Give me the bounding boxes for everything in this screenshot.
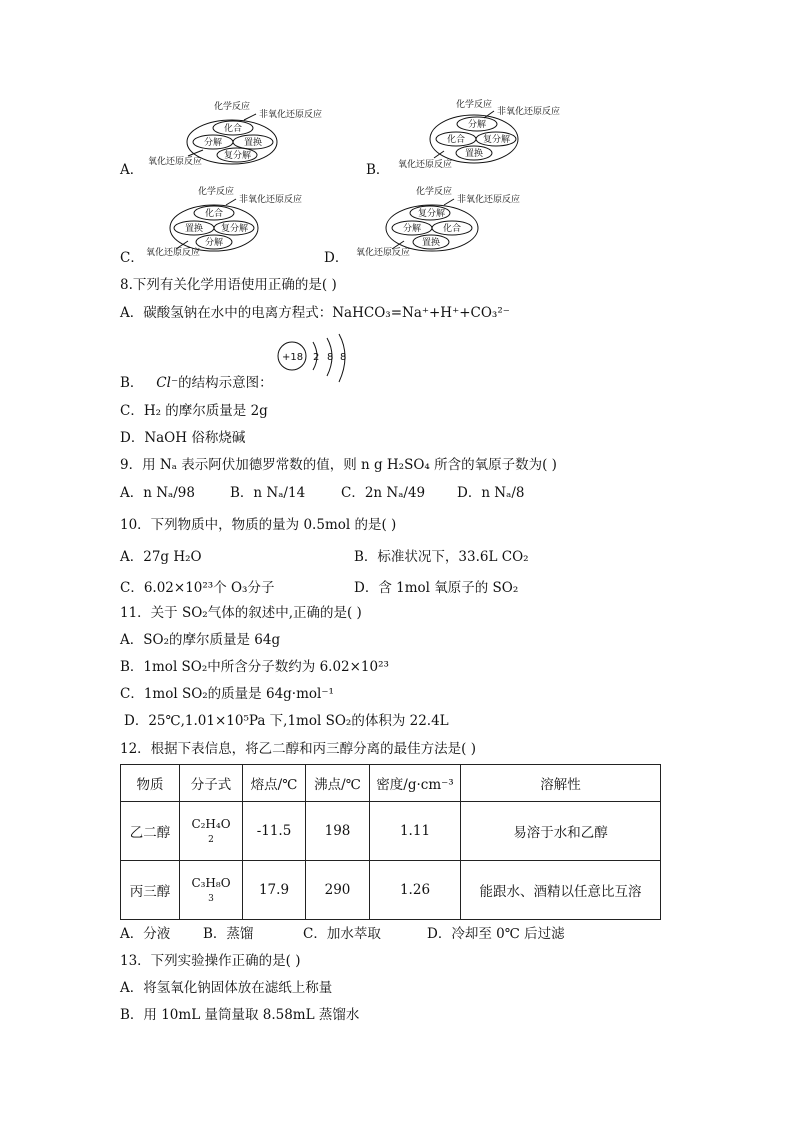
nonredox-label: 非氧化还原反应 [259, 110, 323, 120]
nonredox-label: 非氧化还原反应 [497, 107, 561, 117]
cell-melting-point: 17.9 [243, 861, 306, 920]
properties-table [120, 764, 661, 920]
q8-option-d: D．NaOH 俗称烧碱 [120, 430, 246, 446]
redox-label: 氧化还原反应 [356, 248, 411, 258]
chloride-ion-structure-diagram [275, 332, 355, 384]
q7-option-c-letter: C． [120, 250, 144, 266]
q7-diagram-d [356, 183, 556, 263]
q10-option-d: D．含 1mol 氧原子的 SO₂ [354, 580, 519, 596]
right-label: 复分解 [221, 224, 249, 234]
left-label: 分解 [204, 138, 223, 148]
outer-label: 化学反应 [416, 187, 453, 197]
cell-solubility: 易溶于水和乙醇 [461, 802, 661, 861]
redox-label: 氧化还原反应 [398, 160, 453, 170]
header-melting-point: 熔点/℃ [243, 765, 306, 802]
bottom-label: 置换 [465, 149, 484, 159]
top-label: 分解 [468, 120, 487, 130]
nucleus-label: +18 [282, 352, 304, 363]
q12-option-a: A．分液 [120, 926, 171, 942]
cell-melting-point: -11.5 [243, 802, 306, 861]
right-label: 置换 [244, 138, 263, 148]
option-letter: B． [120, 375, 144, 391]
header-formula: 分子式 [180, 765, 243, 802]
q10-option-c: C．6.02×10²³个 O₃分子 [120, 580, 275, 596]
q10-option-b: B．标准状况下，33.6L CO₂ [354, 549, 529, 565]
q8-option-a: A．碳酸氢钠在水中的电离方程式：NaHCO₃=Na⁺+H⁺+CO₃²⁻ [120, 305, 510, 321]
cell-density: 1.26 [370, 861, 461, 920]
shell-3-count: 8 [340, 352, 347, 363]
bottom-label: 复分解 [224, 151, 252, 161]
outer-label: 化学反应 [198, 187, 235, 197]
q13-option-b: B．用 10mL 量筒量取 8.58mL 蒸馏水 [120, 1007, 360, 1023]
q10-stem: 10．下列物质中，物质的量为 0.5mol 的是( ) [120, 517, 397, 533]
formula-main: C₂H₄O [191, 817, 231, 831]
right-label: 化合 [443, 224, 462, 234]
q11-option-a: A．SO₂的摩尔质量是 64g [120, 632, 281, 648]
q9-stem: 9．用 Nₐ 表示阿伏加德罗常数的值，则 n g H₂SO₄ 所含的氧原子数为( ) [120, 457, 557, 473]
nonredox-label: 非氧化还原反应 [239, 195, 303, 205]
left-label: 化合 [447, 135, 466, 145]
outer-label: 化学反应 [214, 102, 251, 112]
header-density: 密度/g·cm⁻³ [370, 765, 461, 802]
left-label: 分解 [403, 224, 422, 234]
cell-formula [180, 861, 243, 920]
left-label: 置换 [185, 224, 204, 234]
q11-option-c: C．1mol SO₂的质量是 64g·mol⁻¹ [120, 686, 334, 702]
shell-2-count: 8 [327, 352, 334, 363]
q7-option-a-letter: A． [120, 162, 144, 178]
top-label: 化合 [205, 209, 224, 219]
cell-boiling-point: 198 [306, 802, 370, 861]
q11-option-d: D．25℃,1.01×10⁵Pa 下,1mol SO₂的体积为 22.4L [124, 713, 449, 729]
header-solubility: 溶解性 [461, 765, 661, 802]
q7-option-d-letter: D． [324, 250, 349, 266]
q12-stem: 12．根据下表信息，将乙二醇和丙三醇分离的最佳方法是( ) [120, 741, 477, 757]
right-label: 复分解 [483, 135, 511, 145]
cell-name: 丙三醇 [121, 861, 180, 920]
cell-solubility: 能跟水、酒精以任意比互溶 [461, 861, 661, 920]
q13-stem: 13．下列实验操作正确的是( ) [120, 953, 301, 969]
formula-subscript: 3 [208, 894, 214, 904]
shell-1-count: 2 [313, 352, 320, 363]
header-boiling-point: 沸点/℃ [306, 765, 370, 802]
q12-option-b: B．蒸馏 [203, 926, 254, 942]
q12-option-c: C．加水萃取 [303, 926, 381, 942]
q9-option-c: C．2n Nₐ/49 [341, 485, 426, 501]
q12-option-d: D．冷却至 0℃ 后过滤 [427, 926, 565, 942]
formula-subscript: 2 [208, 835, 214, 845]
chloride-ion-symbol: Cl⁻ [156, 375, 179, 391]
outer-label: 化学反应 [456, 100, 493, 110]
cell-formula [180, 802, 243, 861]
q7-option-b-letter: B． [366, 162, 390, 178]
bottom-label: 分解 [205, 238, 224, 248]
table-row [121, 802, 661, 861]
nonredox-label: 非氧化还原反应 [457, 195, 521, 205]
q7-diagram-b [394, 96, 594, 176]
redox-label: 氧化还原反应 [148, 157, 203, 167]
q11-stem: 11．关于 SO₂气体的叙述中,正确的是( ) [120, 605, 362, 621]
q9-option-d: D．n Nₐ/8 [457, 485, 525, 501]
q9-option-b: B．n Nₐ/14 [230, 485, 306, 501]
formula-main: C₃H₈O [191, 876, 231, 890]
q9-option-a: A．n Nₐ/98 [120, 485, 195, 501]
cell-density: 1.11 [370, 802, 461, 861]
table-row [121, 861, 661, 920]
top-label: 复分解 [418, 209, 446, 219]
bottom-label: 置换 [422, 238, 441, 248]
q13-option-a: A．将氢氧化钠固体放在滤纸上称量 [120, 980, 333, 996]
redox-label: 氧化还原反应 [146, 248, 201, 258]
cell-name: 乙二醇 [121, 802, 180, 861]
cell-boiling-point: 290 [306, 861, 370, 920]
q11-option-b: B．1mol SO₂中所含分子数约为 6.02×10²³ [120, 659, 389, 675]
q10-option-a: A．27g H₂O [120, 549, 202, 565]
q8-stem: 8.下列有关化学用语使用正确的是( ) [120, 277, 337, 293]
q8-option-c: C．H₂ 的摩尔质量是 2g [120, 403, 268, 419]
q8-option-b [120, 371, 273, 391]
table-header-row [121, 765, 661, 802]
option-text: 的结构示意图： [178, 375, 273, 391]
top-label: 化合 [224, 124, 243, 134]
header-substance: 物质 [121, 765, 180, 802]
q7-diagram-a [148, 98, 358, 176]
